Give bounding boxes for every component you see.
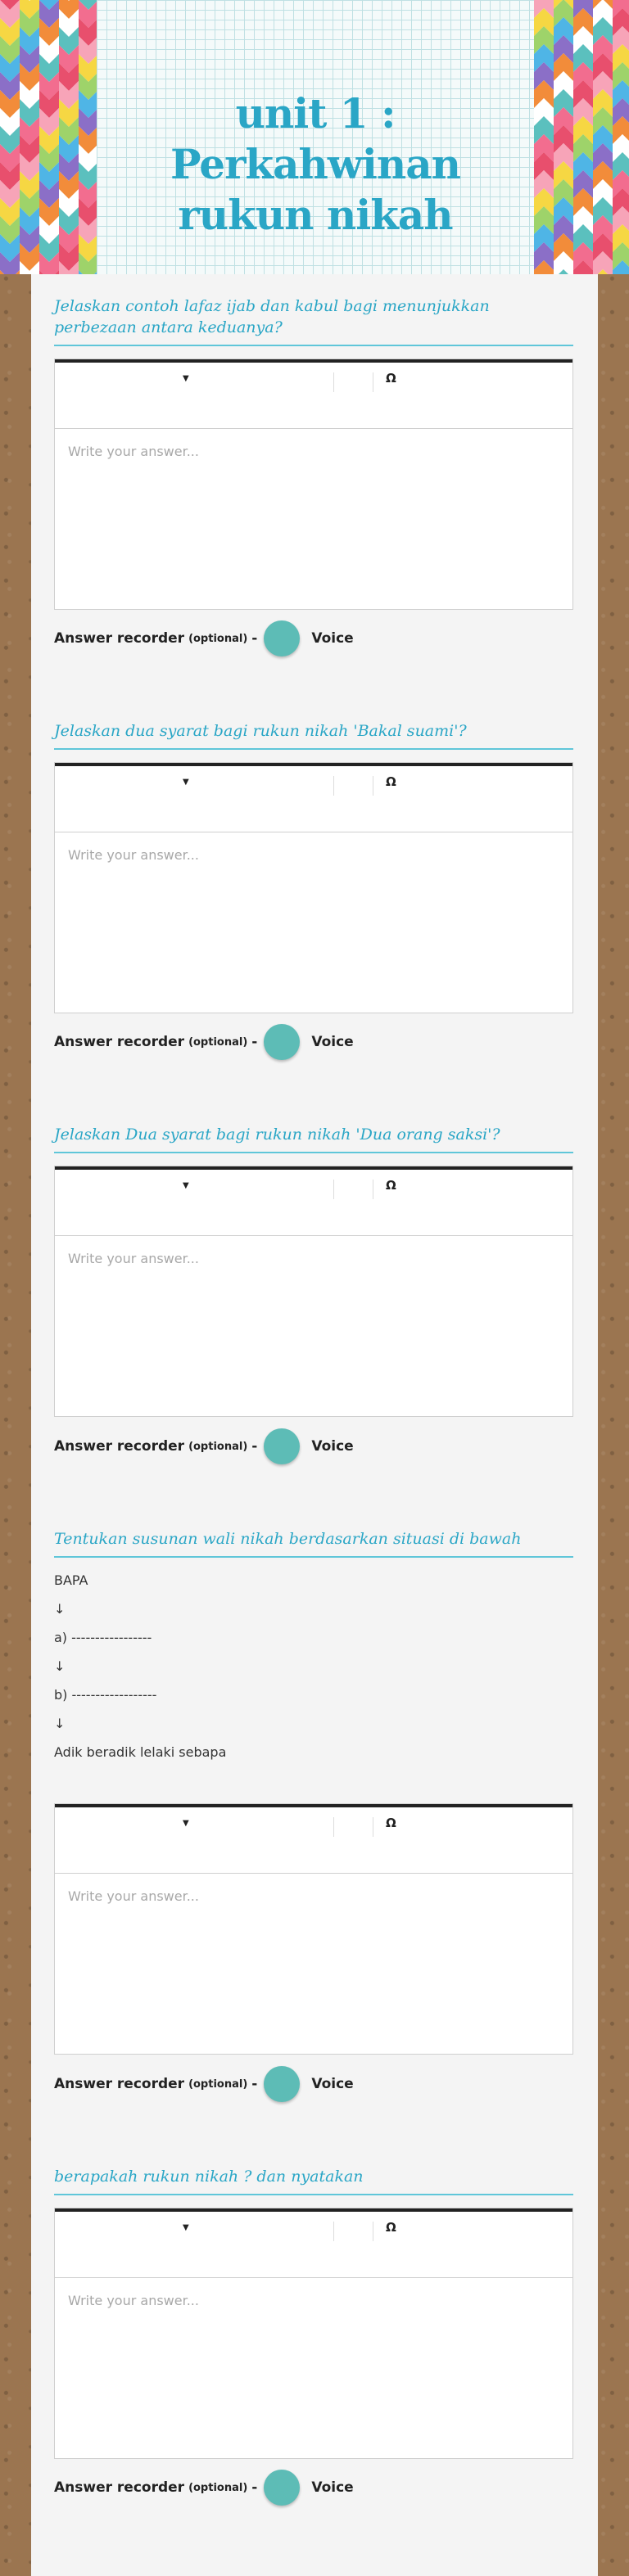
recorder-dash: - (251, 630, 258, 647)
voice-label: Voice (311, 2479, 354, 2496)
recorder-dash: - (251, 1438, 258, 1455)
arrow-down-icon: ↓ (54, 1601, 66, 1617)
answer-input[interactable]: Write your answer... (68, 444, 199, 459)
voice-label: Voice (311, 1438, 354, 1455)
answer-editor-4[interactable] (54, 1803, 573, 2055)
voice-label: Voice (311, 2076, 354, 2092)
chevron-stripes (534, 0, 629, 274)
chevron-pattern-left (0, 0, 97, 274)
arrow-down-icon: ↓ (54, 1716, 66, 1731)
answer-input[interactable]: Write your answer... (68, 847, 199, 863)
recorder-label: Answer recorder (54, 2076, 185, 2092)
question-body (54, 1566, 573, 1766)
answer-recorder-3 (54, 1428, 354, 1465)
answer-recorder-1 (54, 620, 354, 657)
special-character-button[interactable]: Ω (386, 1178, 396, 1193)
recorder-optional: (optional) (188, 632, 248, 645)
answer-editor-5[interactable] (54, 2208, 573, 2459)
voice-label: Voice (311, 630, 354, 647)
answer-recorder-5 (54, 2469, 354, 2506)
editor-toolbar (55, 2208, 572, 2278)
special-character-button[interactable]: Ω (386, 774, 396, 789)
recorder-optional: (optional) (188, 1035, 248, 1049)
editor-toolbar (55, 763, 572, 832)
toolbar-divider (333, 372, 334, 392)
record-button[interactable] (264, 1428, 300, 1464)
question-title: Jelaskan contoh lafaz ijab dan kabul bagi menunjukkan perbezaan antara keduanya? (54, 295, 573, 346)
chevron-pattern-right (534, 0, 629, 274)
question-2 (54, 720, 573, 750)
recorder-dash: - (251, 2479, 258, 2496)
recorder-optional: (optional) (188, 1440, 248, 1453)
answer-editor-2[interactable] (54, 762, 573, 1013)
answer-input[interactable]: Write your answer... (68, 2293, 199, 2308)
recorder-optional: (optional) (188, 2481, 248, 2494)
answer-editor-3[interactable] (54, 1166, 573, 1417)
question-title: berapakah rukun nikah ? dan nyatakan (54, 2166, 573, 2195)
page-title: unit 1 : Perkahwinan rukun nikah (170, 89, 460, 239)
caret-down-icon[interactable]: ▼ (183, 1819, 189, 1828)
question-5 (54, 2166, 573, 2195)
answer-input[interactable]: Write your answer... (68, 1888, 199, 1904)
record-button[interactable] (264, 2066, 300, 2102)
recorder-label: Answer recorder (54, 1438, 185, 1455)
question-3 (54, 1124, 573, 1153)
record-button[interactable] (264, 1024, 300, 1060)
recorder-label: Answer recorder (54, 2479, 185, 2496)
editor-toolbar (55, 359, 572, 429)
special-character-button[interactable]: Ω (386, 371, 396, 386)
body-line: b) ------------------ (54, 1687, 157, 1703)
question-4 (54, 1528, 573, 1766)
recorder-label: Answer recorder (54, 1034, 185, 1050)
answer-recorder-4 (54, 2065, 354, 2103)
record-button[interactable] (264, 2470, 300, 2506)
special-character-button[interactable]: Ω (386, 1816, 396, 1830)
caret-down-icon[interactable]: ▼ (183, 2223, 189, 2232)
body-line: a) ----------------- (54, 1630, 152, 1645)
body-line: Adik beradik lelaki sebapa (54, 1744, 227, 1760)
caret-down-icon[interactable]: ▼ (183, 1181, 189, 1190)
editor-toolbar (55, 1166, 572, 1236)
recorder-label: Answer recorder (54, 630, 185, 647)
answer-recorder-2 (54, 1023, 354, 1061)
chevron-stripes (0, 0, 97, 274)
recorder-optional: (optional) (188, 2077, 248, 2091)
question-title: Jelaskan dua syarat bagi rukun nikah 'Bakal suami'? (54, 720, 573, 750)
question-title: Tentukan susunan wali nikah berdasarkan situasi di bawah (54, 1528, 573, 1558)
arrow-down-icon: ↓ (54, 1658, 66, 1674)
toolbar-divider (333, 1180, 334, 1199)
toolbar-divider (333, 776, 334, 796)
answer-editor-1[interactable] (54, 359, 573, 610)
toolbar-divider (333, 2222, 334, 2241)
special-character-button[interactable]: Ω (386, 2220, 396, 2235)
body-line: BAPA (54, 1572, 88, 1588)
answer-input[interactable]: Write your answer... (68, 1251, 199, 1266)
voice-label: Voice (311, 1034, 354, 1050)
recorder-dash: - (251, 2076, 258, 2092)
toolbar-divider (333, 1817, 334, 1837)
caret-down-icon[interactable]: ▼ (183, 778, 189, 787)
record-button[interactable] (264, 620, 300, 656)
question-1 (54, 295, 573, 346)
editor-toolbar (55, 1804, 572, 1874)
caret-down-icon[interactable]: ▼ (183, 374, 189, 383)
page-header (0, 0, 629, 274)
recorder-dash: - (251, 1034, 258, 1050)
question-title: Jelaskan Dua syarat bagi rukun nikah 'Dua orang saksi'? (54, 1124, 573, 1153)
